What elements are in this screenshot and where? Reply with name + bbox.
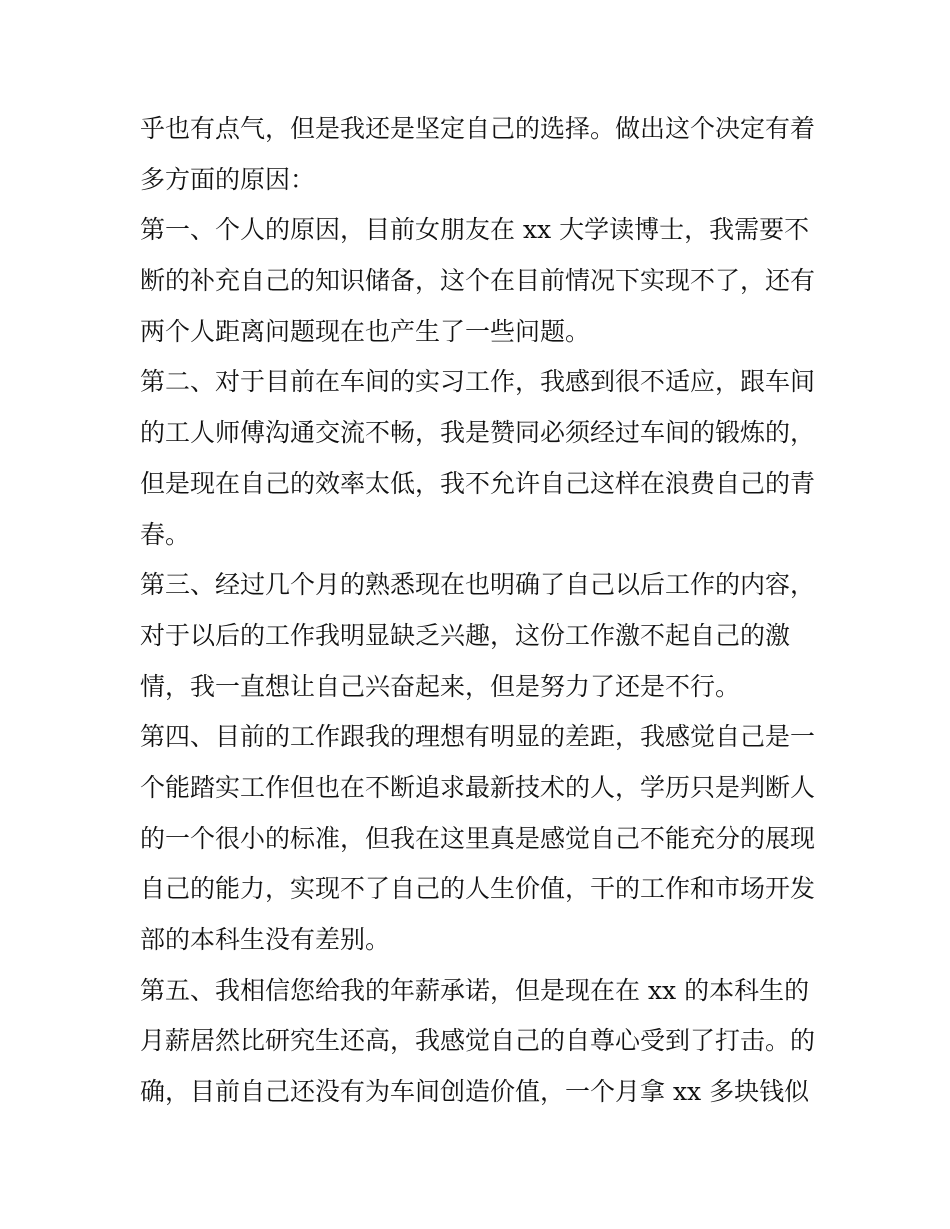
text-line: 月薪居然比研究生还高，我感觉自己的自尊心受到了打击。的: [140, 1026, 816, 1056]
text-line: 个能踏实工作但也在不断追求最新技术的人，学历只是判断人: [140, 772, 816, 802]
text-line: 但是现在自己的效率太低，我不允许自己这样在浪费自己的青: [140, 468, 816, 498]
text-line: 部的本科生没有差别。: [140, 925, 391, 954]
text-line: 春。: [140, 519, 191, 549]
text-line: 多方面的原因：: [140, 164, 316, 194]
document-text: [140, 104, 820, 1118]
text-line: 第五、我相信您给我的年薪承诺，但是现在在 xx 的本科生的: [140, 975, 810, 1005]
text-line: 断的补充自己的知识储备，这个在目前情况下实现不了，还有: [140, 266, 816, 296]
text-line: 第二、对于目前在车间的实习工作，我感到很不适应，跟车间: [140, 367, 816, 397]
text-line: 对于以后的工作我明显缺乏兴趣，这份工作激不起自己的激: [140, 620, 791, 650]
text-line: 第三、经过几个月的熟悉现在也明确了自己以后工作的内容，: [140, 570, 816, 600]
text-line: 第四、目前的工作跟我的理想有明显的差距，我感觉自己是一: [140, 722, 816, 752]
text-line: 自己的能力，实现不了自己的人生价值，干的工作和市场开发: [140, 874, 816, 904]
text-line: 乎也有点气，但是我还是坚定自己的选择。做出这个决定有着: [140, 114, 816, 143]
text-line: 第一、个人的原因，目前女朋友在 xx 大学读博士，我需要不: [140, 215, 810, 245]
text-line: 确，目前自己还没有为车间创造价值，一个月拿 xx 多块钱似: [140, 1077, 810, 1107]
text-line: 的工人师傅沟通交流不畅，我是赞同必须经过车间的锻炼的，: [140, 418, 816, 448]
text-line: 情，我一直想让自己兴奋起来，但是努力了还是不行。: [140, 671, 741, 701]
text-line: 两个人距离问题现在也产生了一些问题。: [140, 316, 591, 346]
text-line: 的一个很小的标准，但我在这里真是感觉自己不能充分的展现: [140, 823, 816, 853]
